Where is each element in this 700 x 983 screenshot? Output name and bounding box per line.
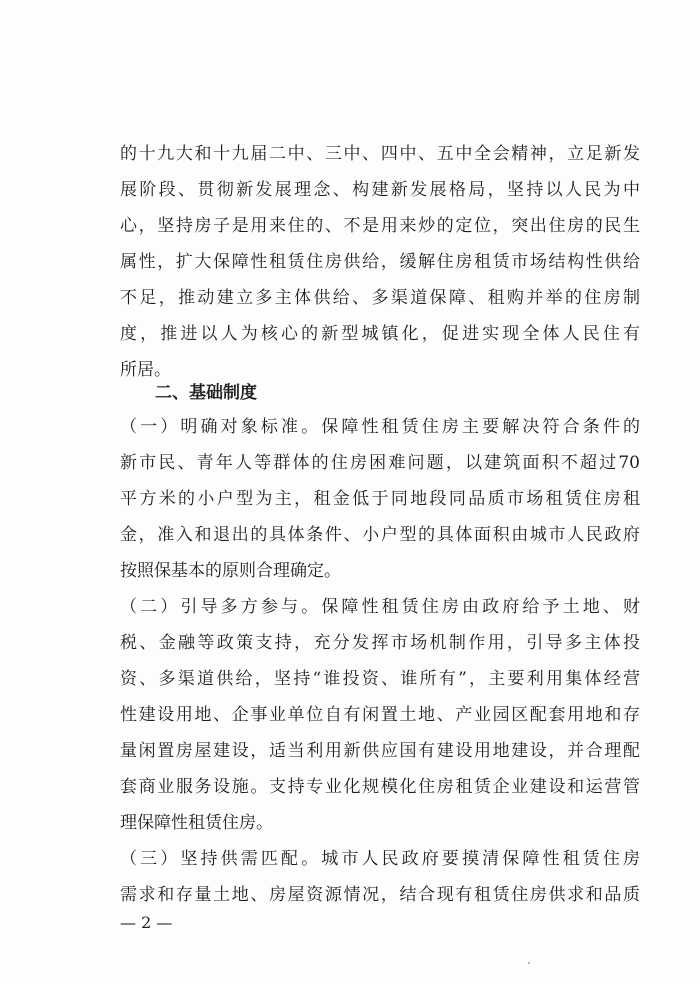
body-text-line: 的十九大和十九届二中、三中、四中、五中全会精神，立足新发 xyxy=(120,144,640,164)
body-text-line: 度，推进以人为核心的新型城镇化，促进实现全体人民住有 xyxy=(120,324,640,344)
body-text-line: 平方米的小户型为主，租金低于同地段同品质市场租赁住房租 xyxy=(120,489,640,509)
section-heading: 二、基础制度 xyxy=(155,383,257,403)
body-text-line: 所居。 xyxy=(120,360,171,380)
body-text-line: 金，准入和退出的具体条件、小户型的具体面积由城市人民政府 xyxy=(120,525,640,545)
body-text-line: 性建设用地、企事业单位自有闲置土地、产业园区配套用地和存 xyxy=(120,705,640,725)
body-text-line: 需求和存量土地、房屋资源情况，结合现有租赁住房供求和品质 xyxy=(120,885,640,905)
body-text-line: 套商业服务设施。支持专业化规模化住房租赁企业建设和运营管 xyxy=(120,777,640,797)
body-text-line: （三）坚持供需匹配。城市人民政府要摸清保障性租赁住房 xyxy=(120,849,640,869)
page-number: — 2 — xyxy=(120,913,173,932)
body-text-line: 心，坚持房子是用来住的、不是用来炒的定位，突出住房的民生 xyxy=(120,216,640,236)
body-text-line: 不足，推动建立多主体供给、多渠道保障、租购并举的住房制 xyxy=(120,288,640,308)
body-text-line: （二）引导多方参与。保障性租赁住房由政府给予土地、财 xyxy=(120,597,640,617)
body-text-line: 按照保基本的原则合理确定。 xyxy=(120,561,341,581)
body-text-line: 展阶段、贯彻新发展理念、构建新发展格局，坚持以人民为中 xyxy=(120,180,640,200)
scan-speck xyxy=(528,962,530,964)
body-text-line: 税、金融等政策支持，充分发挥市场机制作用，引导多主体投 xyxy=(120,633,640,653)
body-text-line: 新市民、青年人等群体的住房困难问题，以建筑面积不超过70 xyxy=(120,453,640,473)
body-text-line: （一）明确对象标准。保障性租赁住房主要解决符合条件的 xyxy=(120,417,640,437)
body-text-line: 资、多渠道供给，坚持“谁投资、谁所有”，主要利用集体经营 xyxy=(120,669,640,689)
body-text-line: 理保障性租赁住房。 xyxy=(120,813,273,833)
body-text-line: 量闲置房屋建设，适当利用新供应国有建设用地建设，并合理配 xyxy=(120,741,640,761)
body-text-line: 属性，扩大保障性租赁住房供给，缓解住房租赁市场结构性供给 xyxy=(120,252,640,272)
